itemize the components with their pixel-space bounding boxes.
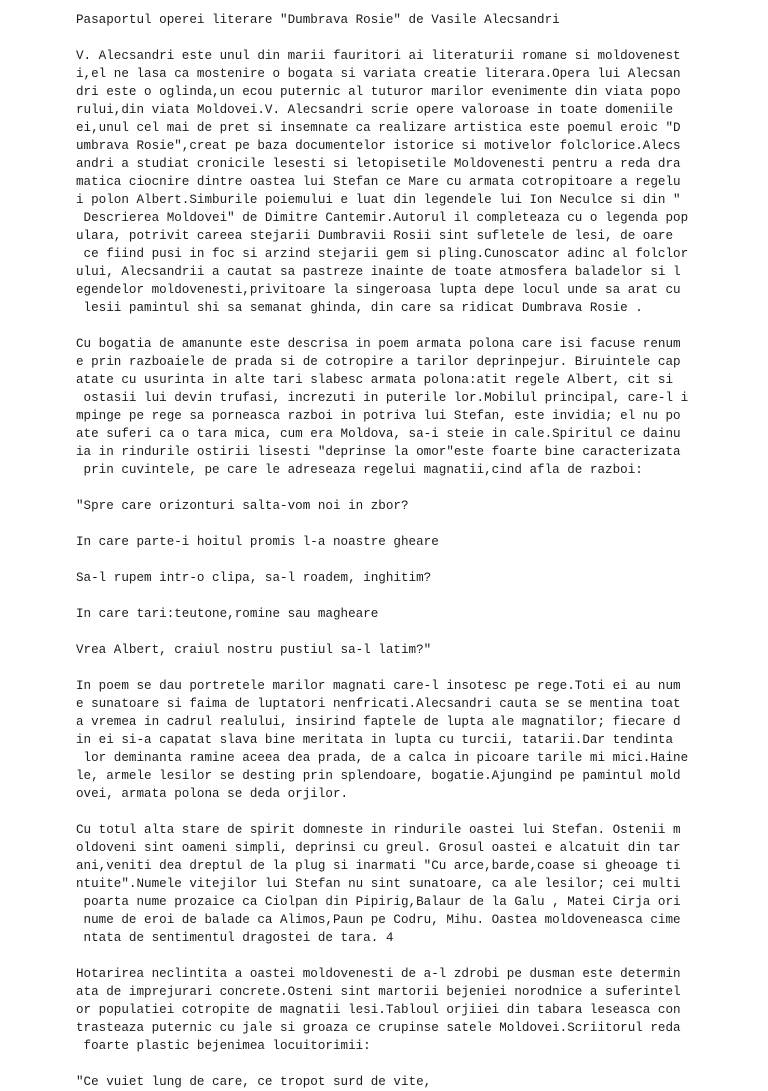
text-line: ei,unul cel mai de pret si insemnate ca realizare artistica este poemul eroic "D	[76, 121, 681, 135]
paragraph	[76, 641, 756, 659]
text-line: ntata de sentimentul dragostei de tara. 4	[76, 931, 394, 945]
text-line: e sunatoare si faima de luptatori nenfricati.Alecsandri cauta se se mentina toat	[76, 697, 681, 711]
text-line: ovei, armata polona se deda orjilor.	[76, 787, 349, 801]
text-line: or populatiei cotropite de magnatii lesi.Tabloul orjiiei din tabara leseasca con	[76, 1003, 681, 1017]
text-line: e prin razboaiele de prada si de cotropire a tarilor deprinpejur. Biruintele cap	[76, 355, 681, 369]
paragraph	[76, 47, 756, 317]
text-line: prin cuvintele, pe care le adreseaza regelui magnatii,cind afla de razboi:	[76, 463, 643, 477]
text-line: i,el ne lasa ca mostenire o bogata si variata creatie literara.Opera lui Alecsan	[76, 67, 681, 81]
text-line: V. Alecsandri este unul din marii fauritori ai literaturii romane si moldovenest	[76, 49, 681, 63]
text-line: in ei si-a capatat slava bine meritata in lupta cu turcii, tatarii.Dar tendinta	[76, 733, 674, 747]
paragraph	[76, 533, 756, 551]
text-line: In care parte-i hoitul promis l-a noastre gheare	[76, 535, 439, 549]
paragraph	[76, 335, 756, 479]
paragraph	[76, 497, 756, 515]
text-line: ate suferi ca o tara mica, cum era Moldova, sa-i steie in cale.Spiritul ce dainu	[76, 427, 681, 441]
text-line: ia in rindurile ostirii lisesti "deprinse la omor"este foarte bine caracterizata	[76, 445, 681, 459]
paragraph-gap	[76, 29, 756, 47]
text-line: Cu bogatia de amanunte este descrisa in poem armata polona care isi facuse renum	[76, 337, 681, 351]
text-line: poarta nume prozaice ca Ciolpan din Pipirig,Balaur de la Galu , Matei Cirja ori	[76, 895, 681, 909]
text-line: ului, Alecsandrii a cautat sa pastreze inainte de toate atmosfera baladelor si l	[76, 265, 681, 279]
paragraph	[76, 677, 756, 803]
text-line: mpinge pe rege sa porneasca razboi in potriva lui Stefan, este invidia; el nu po	[76, 409, 681, 423]
text-line: nume de eroi de balade ca Alimos,Paun pe Codru, Mihu. Oastea moldoveneasca cime	[76, 913, 681, 927]
paragraph-gap	[76, 947, 756, 965]
text-line: ostasii lui devin trufasi, increzuti in puterile lor.Mobilul principal, care-l i	[76, 391, 689, 405]
paragraph-gap	[76, 659, 756, 677]
text-line: lesii pamintul shi sa semanat ghinda, din care sa ridicat Dumbrava Rosie .	[76, 301, 643, 315]
text-line: lor deminanta ramine aceea dea prada, de a calca in picoare tarile mi mici.Haine	[76, 751, 689, 765]
text-line: le, armele lesilor se desting prin splendoare, bogatie.Ajungind pe pamintul mold	[76, 769, 681, 783]
text-line: ntuite".Numele vitejilor lui Stefan nu sint sunatoare, ca ale lesilor; cei multi	[76, 877, 681, 891]
text-line: "Spre care orizonturi salta-vom noi in zbor?	[76, 499, 409, 513]
text-line: ani,veniti dea dreptul de la plug si inarmati "Cu arce,barde,coase si gheoage ti	[76, 859, 681, 873]
paragraph-gap	[76, 479, 756, 497]
text-line: ce fiind pusi in foc si arzind stejarii gem si pling.Cunoscator adinc al folclor	[76, 247, 689, 261]
paragraph	[76, 605, 756, 623]
text-line: atate cu usurinta in alte tari slabesc armata polona:atit regele Albert, cit si	[76, 373, 674, 387]
paragraph	[76, 569, 756, 587]
text-line: egendelor moldovenesti,privitoare la singeroasa lupta depe locul unde sa arat cu	[76, 283, 681, 297]
document-body	[76, 47, 756, 1091]
paragraph-gap	[76, 803, 756, 821]
text-line: Sa-l rupem intr-o clipa, sa-l roadem, inghitim?	[76, 571, 432, 585]
document-title: Pasaportul operei literare "Dumbrava Rosie" de Vasile Alecsandri	[76, 13, 560, 27]
text-line: a vremea in cadrul realului, insirind faptele de lupta ale magnatilor; fiecare d	[76, 715, 681, 729]
text-line: In poem se dau portretele marilor magnati care-l insotesc pe rege.Toti ei au num	[76, 679, 681, 693]
paragraph-gap	[76, 551, 756, 569]
text-line: Descrierea Moldovei" de Dimitre Cantemir.Autorul il completeaza cu o legenda pop	[76, 211, 689, 225]
paragraph	[76, 1073, 756, 1091]
text-line: In care tari:teutone,romine sau magheare	[76, 607, 379, 621]
paragraph-gap	[76, 317, 756, 335]
text-line: dri este o oglinda,un ecou puternic al tuturor marilor evenimente din viata popo	[76, 85, 681, 99]
paragraph-gap	[76, 587, 756, 605]
text-line: matica ciocnire dintre oastea lui Stefan ce Mare cu armata cotropitoare a regelu	[76, 175, 681, 189]
text-line: ata de imprejurari concrete.Osteni sint martorii bejeniei norodnice a suferintel	[76, 985, 681, 999]
paragraph	[76, 821, 756, 947]
paragraph-gap	[76, 1055, 756, 1073]
text-line: i polon Albert.Simburile poiemului e luat din legendele lui Ion Neculce si din "	[76, 193, 681, 207]
paragraph-gap	[76, 515, 756, 533]
document-page	[76, 11, 756, 1091]
text-line: Cu totul alta stare de spirit domneste in rindurile oastei lui Stefan. Ostenii m	[76, 823, 681, 837]
text-line: Vrea Albert, craiul nostru pustiul sa-l latim?"	[76, 643, 432, 657]
text-line: ulara, potrivit careea stejarii Dumbravii Rosii sint sufletele de lesi, de oare	[76, 229, 674, 243]
paragraph-gap	[76, 623, 756, 641]
text-line: "Ce vuiet lung de care, ce tropot surd de vite,	[76, 1075, 432, 1089]
paragraph	[76, 965, 756, 1055]
text-line: rului,din viata Moldovei.V. Alecsandri scrie opere valoroase in toate domeniile	[76, 103, 674, 117]
text-line: trasteaza puternic cu jale si groaza ce crupinse satele Moldovei.Scriitorul reda	[76, 1021, 681, 1035]
text-line: oldoveni sint oameni simpli, deprinsi cu greul. Grosul oastei e alcatuit din tar	[76, 841, 681, 855]
text-line: umbrava Rosie",creat pe baza documentelor istorice si motivelor folclorice.Alecs	[76, 139, 681, 153]
text-line: foarte plastic bejenimea locuitorimii:	[76, 1039, 371, 1053]
text-line: andri a studiat cronicile lesesti si letopisetile Moldovenesti pentru a reda dra	[76, 157, 681, 171]
text-line: Hotarirea neclintita a oastei moldovenesti de a-l zdrobi pe dusman este determin	[76, 967, 681, 981]
